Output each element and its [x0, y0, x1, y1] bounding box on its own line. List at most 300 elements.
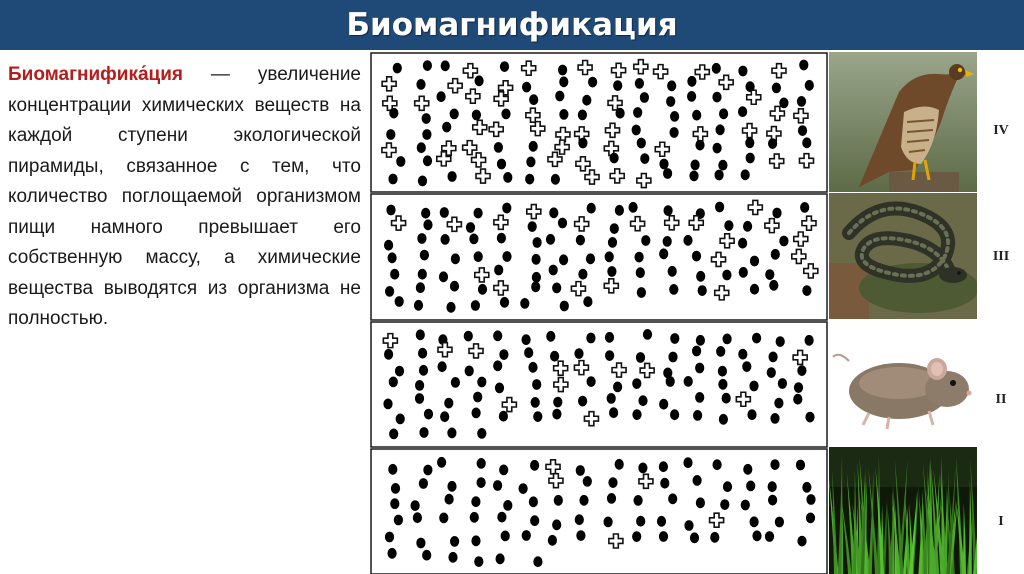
dot-marker [659, 399, 668, 410]
dot-marker [657, 516, 666, 527]
dot-marker [472, 408, 481, 419]
dot-marker [477, 477, 486, 488]
dot-marker [769, 352, 778, 363]
dot-marker [775, 517, 784, 528]
dot-marker [502, 203, 511, 214]
dot-marker [632, 378, 641, 389]
dot-marker [713, 143, 722, 154]
dot-marker [439, 271, 448, 282]
dot-marker [799, 60, 808, 71]
dot-marker [575, 514, 584, 525]
dot-marker [474, 556, 483, 567]
dot-marker [552, 409, 561, 420]
dot-marker [586, 333, 595, 344]
dot-marker [695, 140, 704, 151]
dot-marker [684, 376, 693, 387]
dot-marker [546, 234, 555, 245]
dot-marker [419, 427, 428, 438]
dot-marker [493, 360, 502, 371]
dot-marker [696, 271, 705, 282]
dot-marker [495, 383, 504, 394]
dot-marker [451, 253, 460, 264]
dot-marker [752, 530, 761, 541]
dot-marker [805, 335, 814, 346]
dot-marker [423, 60, 432, 71]
dot-marker [779, 236, 788, 247]
dot-marker [797, 96, 806, 107]
dot-marker [423, 465, 432, 476]
dot-marker [715, 202, 724, 213]
dot-marker [396, 414, 405, 425]
dot-marker [659, 461, 668, 472]
dot-marker [389, 377, 398, 388]
dot-marker [802, 137, 811, 148]
dot-marker [741, 500, 750, 511]
dot-marker [607, 393, 616, 404]
dot-marker [442, 122, 451, 133]
dot-marker [421, 208, 430, 219]
dot-marker [388, 174, 397, 185]
dot-marker [774, 398, 783, 409]
dot-marker [422, 129, 431, 140]
level-panel [371, 53, 827, 192]
dot-marker [447, 481, 456, 492]
dot-marker [641, 235, 650, 246]
dot-marker [522, 82, 531, 93]
dot-marker [608, 237, 617, 248]
dot-marker [692, 110, 701, 121]
dot-marker [559, 76, 568, 87]
dot-marker [579, 495, 588, 506]
dot-marker [390, 498, 399, 509]
dot-marker [615, 205, 624, 216]
dot-marker [389, 108, 398, 119]
dot-marker [610, 223, 619, 234]
dot-marker [574, 348, 583, 359]
dot-marker [805, 80, 814, 91]
dot-marker [613, 80, 622, 91]
dot-marker [418, 348, 427, 359]
dot-marker [471, 300, 480, 311]
dot-marker [522, 530, 531, 541]
dot-marker [450, 109, 459, 120]
dot-marker [669, 284, 678, 295]
dot-marker [385, 532, 394, 543]
dot-marker [607, 493, 616, 504]
dot-marker [470, 512, 479, 523]
dot-marker [800, 202, 809, 213]
dot-marker [529, 94, 538, 105]
dot-marker [497, 512, 506, 523]
dot-marker [418, 269, 427, 280]
dot-marker [793, 394, 802, 405]
dot-marker [420, 250, 429, 261]
dot-marker [394, 515, 403, 526]
dot-marker [499, 349, 508, 360]
dot-marker [559, 109, 568, 120]
dot-marker [640, 153, 649, 164]
dot-marker [477, 377, 486, 388]
mouse-photo [829, 321, 977, 445]
dot-marker [632, 409, 641, 420]
dot-marker [670, 111, 679, 122]
dot-marker [440, 207, 449, 218]
dot-marker [667, 80, 676, 91]
dot-marker [417, 142, 426, 153]
dot-marker [437, 457, 446, 468]
hawk-photo [829, 52, 977, 192]
dot-marker [636, 352, 645, 363]
dot-marker [616, 108, 625, 119]
definition-dash: — [210, 64, 230, 85]
dot-marker [670, 333, 679, 344]
dot-marker [718, 379, 727, 390]
dot-marker [418, 176, 427, 187]
dot-marker [806, 513, 815, 524]
dot-marker [693, 475, 702, 486]
dot-marker [525, 174, 534, 185]
dot-marker [450, 536, 459, 547]
dot-marker [552, 519, 561, 530]
dot-marker [395, 296, 404, 307]
dot-marker [610, 153, 619, 164]
dot-marker [524, 347, 533, 358]
dot-marker [576, 530, 585, 541]
dot-marker [548, 535, 557, 546]
dot-marker [386, 205, 395, 216]
dot-marker [636, 267, 645, 278]
dot-marker [441, 60, 450, 71]
dot-marker [768, 495, 777, 506]
dot-marker [668, 352, 677, 363]
dot-marker [419, 478, 428, 489]
dot-marker [519, 483, 528, 494]
dot-marker [683, 235, 692, 246]
dot-marker [383, 399, 392, 410]
dot-marker [472, 110, 481, 121]
dot-marker [635, 78, 644, 89]
level-label-iii: III [992, 249, 1010, 264]
dot-marker [723, 481, 732, 492]
dot-marker [743, 464, 752, 475]
dot-marker [391, 483, 400, 494]
dot-marker [583, 476, 592, 487]
dot-marker [583, 296, 592, 307]
dot-marker [529, 141, 538, 152]
dot-marker [497, 233, 506, 244]
dot-marker [530, 515, 539, 526]
dot-marker [416, 329, 425, 340]
dot-marker [528, 221, 537, 232]
dot-marker [695, 363, 704, 374]
dot-marker [414, 300, 423, 311]
dot-marker [724, 220, 733, 231]
dot-marker [446, 302, 455, 313]
dot-marker [765, 269, 774, 280]
dot-marker [738, 349, 747, 360]
dot-marker [474, 208, 483, 219]
dot-marker [670, 127, 679, 138]
dot-marker [576, 465, 585, 476]
dot-marker [747, 409, 756, 420]
dot-marker [696, 335, 705, 346]
dot-marker [558, 65, 567, 76]
dot-marker [558, 218, 567, 229]
dot-marker [739, 267, 748, 278]
dot-marker [588, 77, 597, 88]
dot-marker [637, 287, 646, 298]
dot-marker [473, 392, 482, 403]
dot-marker [668, 493, 677, 504]
dot-marker [529, 496, 538, 507]
dot-marker [416, 79, 425, 90]
dot-marker [389, 429, 398, 440]
dot-marker [643, 329, 652, 340]
dot-marker [769, 280, 778, 291]
dot-marker [532, 272, 541, 283]
pyramid-diagram [370, 52, 828, 574]
dot-marker [531, 397, 540, 408]
dot-marker [797, 365, 806, 376]
level-label-iv: IV [993, 123, 1009, 138]
dot-marker [437, 91, 446, 102]
dot-marker [526, 157, 535, 168]
dot-marker [698, 285, 707, 296]
snake-photo [829, 193, 977, 319]
dot-marker [386, 129, 395, 140]
dot-marker [666, 96, 675, 107]
grass-photo [829, 447, 977, 574]
dot-marker [560, 301, 569, 312]
dot-marker [659, 159, 668, 170]
dot-marker [419, 365, 428, 376]
dot-marker [778, 378, 787, 389]
dot-marker [441, 234, 450, 245]
dot-marker [466, 222, 475, 233]
dot-marker [692, 251, 701, 262]
dot-marker [687, 91, 696, 102]
dot-marker [395, 366, 404, 377]
dot-marker [550, 351, 559, 362]
dot-marker [444, 398, 453, 409]
dot-marker [477, 458, 486, 469]
dot-marker [716, 346, 725, 357]
dot-marker [503, 500, 512, 511]
dot-marker [546, 331, 555, 342]
dot-marker [743, 221, 752, 232]
dot-marker [710, 532, 719, 543]
dot-marker [388, 252, 397, 263]
dot-marker [746, 153, 755, 164]
dot-marker [465, 366, 474, 377]
dot-marker [663, 236, 672, 247]
dot-marker [493, 330, 502, 341]
dot-marker [664, 205, 673, 216]
dot-marker [684, 520, 693, 531]
dot-marker [750, 516, 759, 527]
dot-marker [471, 496, 480, 507]
dot-marker [578, 138, 587, 149]
dot-marker [549, 207, 558, 218]
dot-marker [411, 500, 420, 511]
dot-marker [779, 98, 788, 109]
definition-body: увеличение концентрации химических веществ на каждой ступени экологической пирамиды, связанное с тем, что количество поглощаемой организмом пищи намного превышает его собственную массу, а химические вещества выводятся из организма не полностью. [8, 64, 361, 329]
dot-marker [493, 480, 502, 491]
dot-marker [416, 538, 425, 549]
dot-marker [746, 481, 755, 492]
dot-marker [502, 251, 511, 262]
dot-marker [385, 286, 394, 297]
level-panel [371, 449, 827, 574]
dot-marker [384, 240, 393, 251]
dot-marker [738, 238, 747, 249]
dot-marker [750, 256, 759, 267]
dot-marker [413, 512, 422, 523]
dot-marker [720, 499, 729, 510]
dot-marker [687, 76, 696, 87]
dot-marker [422, 550, 431, 561]
dot-marker [613, 382, 622, 393]
dot-marker [767, 367, 776, 378]
dot-marker [765, 531, 774, 542]
dot-marker [450, 281, 459, 292]
dot-marker [532, 379, 541, 390]
dot-marker [393, 63, 402, 74]
level-label-ii: II [995, 392, 1007, 407]
definition-term: Биомагнифика́ция [8, 64, 183, 85]
dot-marker [745, 137, 754, 148]
dot-marker [532, 254, 541, 265]
dot-marker [637, 138, 646, 149]
dot-marker [772, 208, 781, 219]
dot-marker [440, 411, 449, 422]
dot-marker [690, 532, 699, 543]
dot-marker [448, 171, 457, 182]
dot-marker [553, 397, 562, 408]
dot-marker [752, 333, 761, 344]
dot-marker [719, 414, 728, 425]
dot-marker [445, 494, 454, 505]
dot-marker [477, 428, 486, 439]
dot-marker [629, 202, 638, 213]
dot-marker [691, 160, 700, 171]
dot-marker [768, 481, 777, 492]
dot-marker [388, 464, 397, 475]
dot-marker [533, 556, 542, 567]
dot-marker [632, 531, 641, 542]
dot-marker [770, 459, 779, 470]
dot-marker [798, 125, 807, 136]
dot-marker [551, 174, 560, 185]
dot-marker [528, 362, 537, 373]
dot-marker [794, 382, 803, 393]
dot-marker [478, 284, 487, 295]
dot-marker [422, 113, 431, 124]
dot-marker [500, 297, 509, 308]
dot-marker [494, 265, 503, 276]
dot-marker [587, 376, 596, 387]
dot-marker [742, 361, 751, 372]
dot-marker [605, 251, 614, 262]
dot-marker [415, 380, 424, 391]
dot-marker [796, 460, 805, 471]
dot-marker [503, 172, 512, 183]
dot-marker [683, 457, 692, 468]
dot-marker [659, 531, 668, 542]
dot-marker [738, 66, 747, 77]
dot-marker [439, 513, 448, 524]
dot-marker [586, 253, 595, 264]
dot-marker [776, 336, 785, 347]
dot-marker [638, 463, 647, 474]
dot-marker [384, 349, 393, 360]
dot-marker [695, 392, 704, 403]
dot-marker [634, 495, 643, 506]
dot-marker [417, 233, 426, 244]
dot-marker [750, 284, 759, 295]
dot-marker [693, 410, 702, 421]
dot-marker [500, 61, 509, 72]
dot-marker [471, 535, 480, 546]
dot-marker [582, 95, 591, 106]
dot-marker [423, 155, 432, 166]
dot-marker [469, 234, 478, 245]
dot-marker [501, 531, 510, 542]
dot-marker [805, 412, 814, 423]
dot-marker [723, 334, 732, 345]
dot-marker [447, 428, 456, 439]
dot-marker [689, 171, 698, 182]
dot-marker [576, 235, 585, 246]
dot-marker [522, 334, 531, 345]
dot-marker [797, 536, 806, 547]
dot-marker [663, 168, 672, 179]
dot-marker [660, 478, 669, 489]
dot-marker [448, 552, 457, 563]
dot-marker [415, 393, 424, 404]
dot-marker [530, 460, 539, 471]
dot-marker [464, 331, 473, 342]
dot-marker [738, 106, 747, 117]
dot-marker [499, 411, 508, 422]
dot-marker [715, 170, 724, 181]
dot-marker [768, 138, 777, 149]
level-label-i: I [998, 514, 1004, 529]
dot-marker [659, 248, 668, 259]
dot-marker [605, 332, 614, 343]
dot-marker [607, 266, 616, 277]
dot-marker [716, 124, 725, 135]
dot-marker [713, 459, 722, 470]
dot-marker [559, 254, 568, 265]
level-panel [371, 194, 827, 320]
dot-marker [638, 395, 647, 406]
dot-marker [531, 281, 540, 292]
dot-marker [520, 298, 529, 309]
dot-marker [666, 376, 675, 387]
dot-marker [533, 237, 542, 248]
dot-marker [772, 83, 781, 94]
dot-marker [604, 517, 613, 528]
dot-marker [802, 285, 811, 296]
dot-marker [802, 482, 811, 493]
dot-marker [496, 553, 505, 564]
dot-marker [390, 269, 399, 280]
dot-marker [806, 494, 815, 505]
dot-marker [549, 265, 558, 276]
dot-marker [718, 160, 727, 171]
dot-marker [396, 156, 405, 167]
